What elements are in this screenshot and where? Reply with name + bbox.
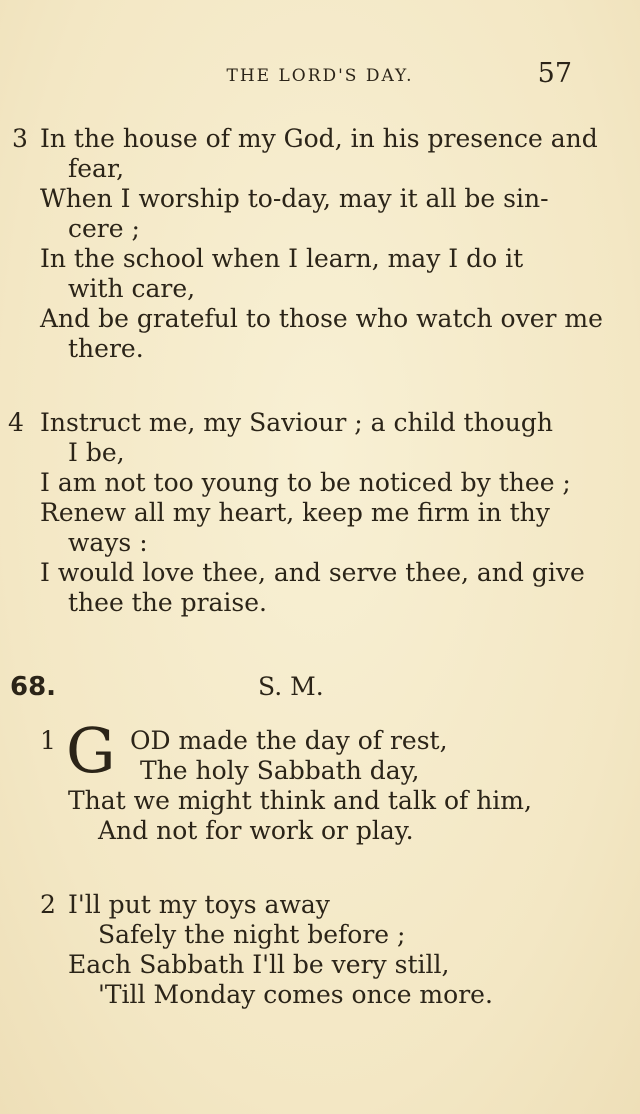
page-number: 57	[537, 58, 572, 89]
verse-line: Instruct me, my Saviour ; a child though	[40, 408, 553, 437]
verse-line: there.	[68, 334, 144, 363]
verse-line: Renew all my heart, keep me firm in thy	[40, 498, 550, 527]
verse-line: thee the praise.	[68, 588, 267, 617]
verse-line: fear,	[68, 154, 125, 183]
verse-number: 4	[8, 408, 24, 437]
hymn-meter: S. M.	[258, 672, 324, 701]
verse-line: ways :	[68, 528, 148, 557]
verse-line: I'll put my toys away	[68, 890, 330, 919]
verse-line: In the house of my God, in his presence and	[40, 124, 598, 153]
hymn-number: 68.	[10, 672, 57, 702]
verse-line: Each Sabbath I'll be very still,	[68, 950, 450, 979]
verse-number: 2	[40, 890, 56, 919]
verse-line: In the school when I learn, may I do it	[40, 244, 524, 273]
verse-line: And be grateful to those who watch over me	[40, 304, 603, 333]
verse-line: That we might think and talk of him,	[68, 786, 532, 815]
verse-line: Safely the night before ;	[98, 920, 406, 949]
verse-line: with care,	[68, 274, 196, 303]
verse-number: 3	[12, 124, 28, 153]
verse-line: The holy Sabbath day,	[140, 756, 420, 785]
verse-line: When I worship to-day, may it all be sin-	[40, 184, 549, 213]
verse-number: 1	[40, 726, 56, 755]
verse-line: I am not too young to be noticed by thee ;	[40, 468, 571, 497]
verse-line: OD made the day of rest,	[130, 726, 448, 755]
verse-line: And not for work or play.	[98, 816, 414, 845]
verse-line: I be,	[68, 438, 125, 467]
verse-line: I would love thee, and serve thee, and give	[40, 558, 585, 587]
running-header: THE LORD'S DAY.	[226, 66, 414, 86]
verse-line: 'Till Monday comes once more.	[98, 980, 493, 1009]
drop-cap-letter: G	[66, 714, 116, 787]
verse-line: cere ;	[68, 214, 140, 243]
